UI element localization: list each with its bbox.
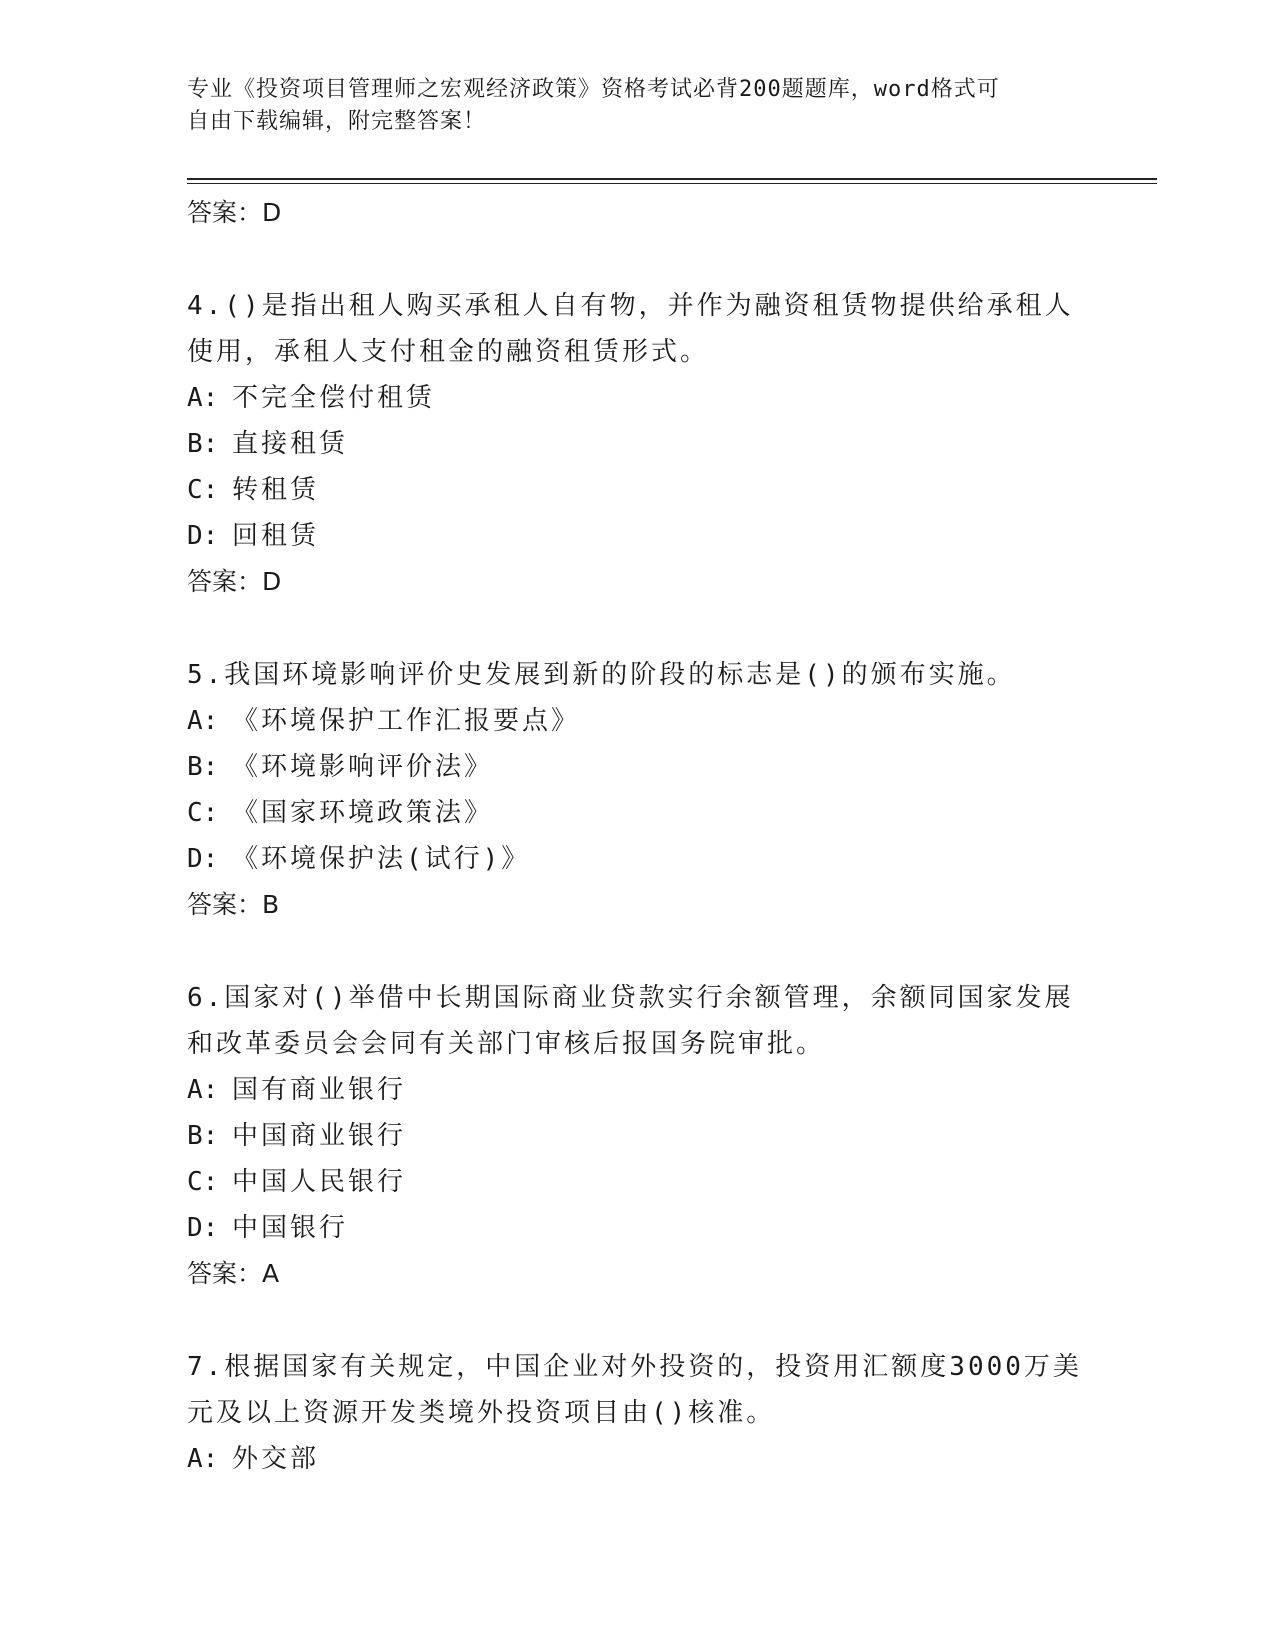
question-text-line: 使用，承租人支付租金的融资租赁形式。 (187, 337, 710, 367)
question-text-line: 元及以上资源开发类境外投资项目由()核准。 (187, 1398, 776, 1428)
spacer (187, 1297, 1087, 1344)
document-body (187, 190, 1087, 1482)
option-d (187, 836, 1087, 882)
spacer (187, 928, 1087, 975)
option-text: 回租赁 (232, 521, 320, 551)
option-letter: B: (187, 752, 219, 782)
option-text: 《国家环境政策法》 (232, 798, 494, 828)
question-block (187, 1344, 1087, 1482)
option-letter: A: (187, 1075, 219, 1105)
option-d (187, 1205, 1087, 1251)
option-c (187, 1159, 1087, 1205)
option-text: 中国商业银行 (232, 1121, 407, 1151)
question-block (187, 975, 1087, 1297)
question-block (187, 652, 1087, 928)
question-text-line: 5.我国环境影响评价史发展到新的阶段的标志是()的颁布实施。 (187, 660, 1016, 690)
document-header (187, 74, 1087, 138)
option-b (187, 1113, 1087, 1159)
answer-line: 答案：D (187, 198, 282, 227)
header-line-1: 专业《投资项目管理师之宏观经济政策》资格考试必背200题题库，word格式可 (187, 77, 1000, 102)
option-text: 外交部 (232, 1444, 320, 1474)
spacer (187, 236, 1087, 283)
question-text-line: 和改革委员会会同有关部门审核后报国务院审批。 (187, 1029, 826, 1059)
option-letter: A: (187, 383, 219, 413)
option-c (187, 790, 1087, 836)
option-text: 中国人民银行 (232, 1167, 407, 1197)
option-letter: A: (187, 1444, 219, 1474)
option-letter: C: (187, 798, 219, 828)
question-block (187, 283, 1087, 605)
option-letter: B: (187, 1121, 219, 1151)
option-letter: D: (187, 1213, 219, 1243)
option-b (187, 421, 1087, 467)
option-text: 《环境保护法(试行)》 (232, 844, 531, 874)
question-text-line: 6.国家对()举借中长期国际商业贷款实行余额管理，余额同国家发展 (187, 983, 1074, 1013)
option-a (187, 698, 1087, 744)
option-letter: A: (187, 706, 219, 736)
option-text: 直接租赁 (232, 429, 349, 459)
option-text: 中国银行 (232, 1213, 349, 1243)
option-text: 《环境影响评价法》 (232, 752, 494, 782)
option-b (187, 744, 1087, 790)
option-letter: D: (187, 844, 219, 874)
option-text: 《环境保护工作汇报要点》 (232, 706, 581, 736)
answer-line: 答案：B (187, 890, 280, 919)
header-line-2: 自由下载编辑，附完整答案！ (187, 109, 487, 134)
option-text: 转租赁 (232, 475, 320, 505)
option-letter: D: (187, 521, 219, 551)
option-text: 国有商业银行 (232, 1075, 407, 1105)
option-a (187, 1067, 1087, 1113)
question-text-line: 7.根据国家有关规定，中国企业对外投资的，投资用汇额度3000万美 (187, 1352, 1082, 1382)
option-letter: C: (187, 475, 219, 505)
spacer (187, 605, 1087, 652)
answer-line: 答案：D (187, 567, 282, 596)
option-text: 不完全偿付租赁 (232, 383, 436, 413)
option-a (187, 1436, 1087, 1482)
option-a (187, 375, 1087, 421)
option-letter: B: (187, 429, 219, 459)
option-d (187, 513, 1087, 559)
question-text-line: 4.()是指出租人购买承租人自有物，并作为融资租赁物提供给承租人 (187, 291, 1074, 321)
option-letter: C: (187, 1167, 219, 1197)
option-c (187, 467, 1087, 513)
answer-line: 答案：A (187, 1259, 280, 1288)
header-divider (187, 178, 1157, 184)
